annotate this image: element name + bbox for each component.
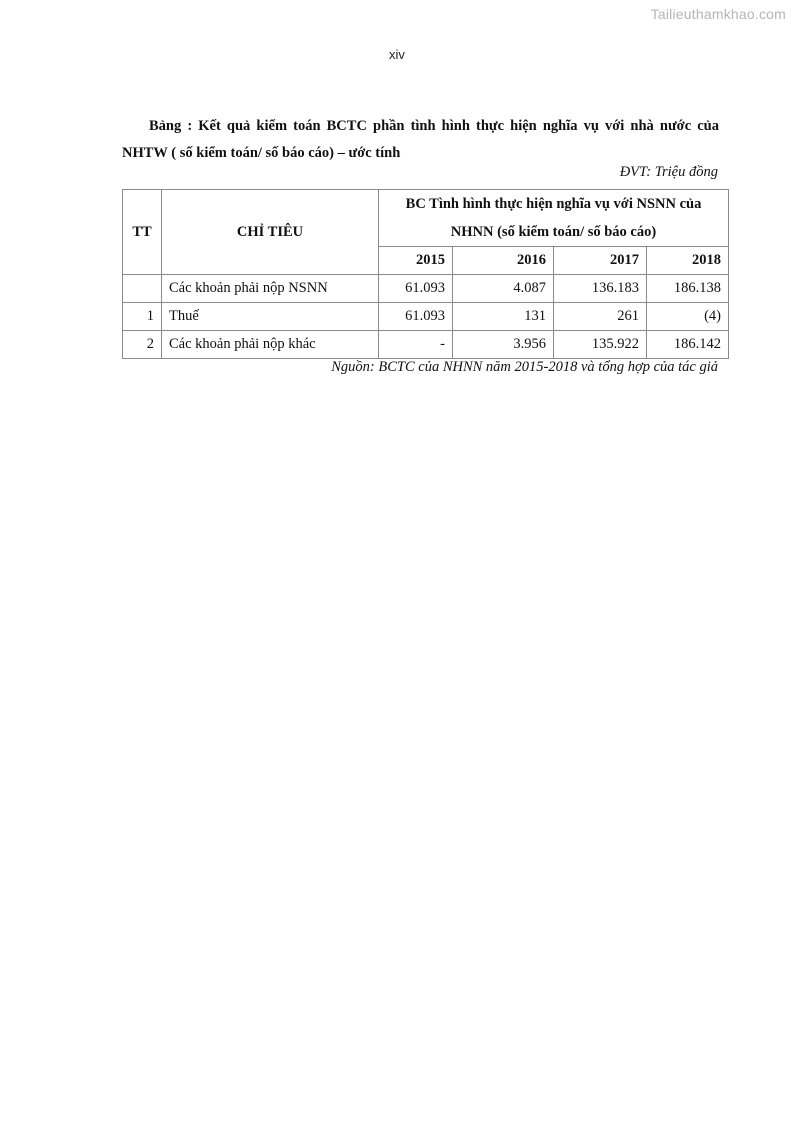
- header-year: 2015: [379, 247, 453, 275]
- header-name: CHỈ TIÊU: [162, 190, 379, 275]
- table-row: [123, 275, 729, 303]
- table-row: [123, 331, 729, 359]
- header-year: 2016: [453, 247, 554, 275]
- header-row: [123, 190, 729, 247]
- cell-value: 4.087: [453, 275, 554, 303]
- cell-name: Các khoản phải nộp khác: [162, 331, 379, 359]
- cell-value: 135.922: [554, 331, 647, 359]
- cell-value: 186.138: [647, 275, 729, 303]
- cell-value: 61.093: [379, 303, 453, 331]
- page-number: xiv: [389, 47, 405, 62]
- data-table: [122, 189, 729, 359]
- caption-line-2: NHTW ( số kiểm toán/ số báo cáo) – ước tính: [122, 145, 401, 161]
- cell-tt: 2: [123, 331, 162, 359]
- cell-name: Thuế: [162, 303, 379, 331]
- cell-value: 261: [554, 303, 647, 331]
- header-year: 2017: [554, 247, 647, 275]
- cell-value: 131: [453, 303, 554, 331]
- cell-value: 186.142: [647, 331, 729, 359]
- caption-line-1: Bảng : Kết quả kiểm toán BCTC phần tình hình thực hiện nghĩa vụ với nhà nước của: [149, 118, 719, 134]
- cell-name: Các khoản phải nộp NSNN: [162, 275, 379, 303]
- cell-tt: 1: [123, 303, 162, 331]
- cell-value: 61.093: [379, 275, 453, 303]
- header-group: BC Tình hình thực hiện nghĩa vụ với NSNN của NHNN (số kiểm toán/ số báo cáo): [379, 190, 729, 247]
- cell-value: 3.956: [453, 331, 554, 359]
- watermark: Tailieuthamkhao.com: [650, 6, 786, 22]
- cell-value: -: [379, 331, 453, 359]
- unit-note: ĐVT: Triệu đồng: [619, 164, 718, 180]
- cell-value: 136.183: [554, 275, 647, 303]
- cell-value: (4): [647, 303, 729, 331]
- cell-tt: [123, 275, 162, 303]
- header-tt: TT: [123, 190, 162, 275]
- source-note: Nguồn: BCTC của NHNN năm 2015-2018 và tổng hợp của tác giả: [331, 359, 718, 375]
- table-row: [123, 303, 729, 331]
- table-caption: [122, 113, 719, 167]
- header-year: 2018: [647, 247, 729, 275]
